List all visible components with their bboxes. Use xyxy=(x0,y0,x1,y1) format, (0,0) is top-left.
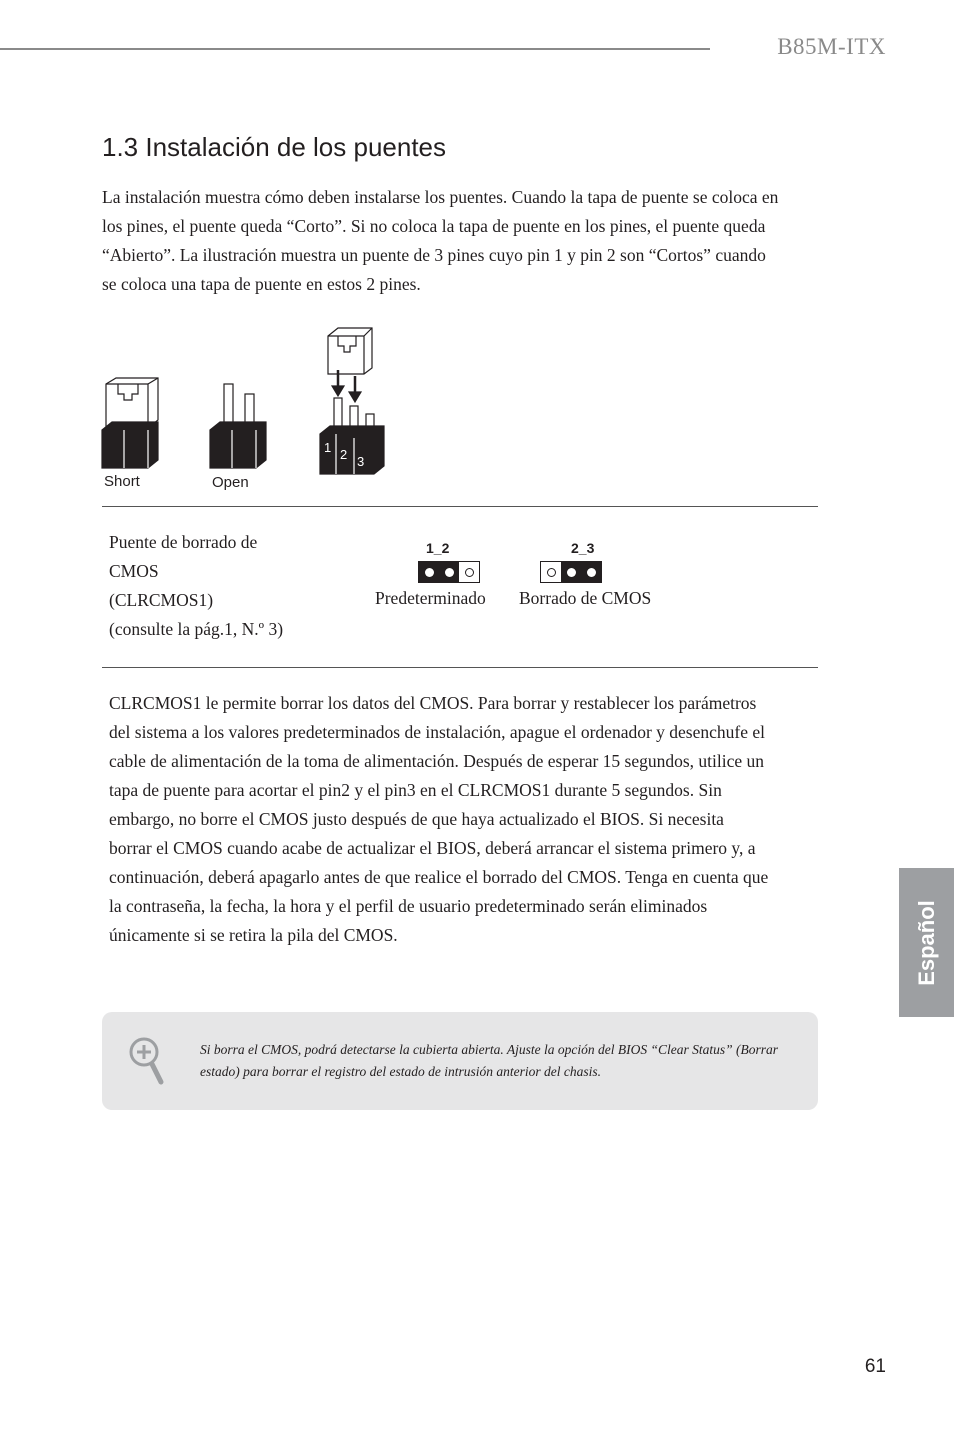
jumper-name-line: (CLRCMOS1) xyxy=(109,590,214,610)
jumper-illustration xyxy=(98,322,398,497)
page-number: 61 xyxy=(864,1356,886,1377)
pin-shorted xyxy=(439,562,459,582)
description-paragraph: CLRCMOS1 le permite borrar los datos del CMOS. Para borrar y restablecer los parámetros del sistema a los valores predeterminados de instalación, apague el ordenador y desenchufe el cable de alimentación de la toma de alimentación. Después de esperar 15 segundos, utilice un tapa de puente para acortar el pin2 y el pin3 en el CLRCMOS1 durante 5 segundos. Sin embargo, no borre el CMOS justo después de que haya actualizado el BIOS. Si necesita borrar el CMOS cuando acabe de actualizar el BIOS, deberá arrancar el sistema primero y, a continuación, deberá apagarlo antes de que realice el borrado del CMOS. Tenga en cuenta que la contraseña, la fecha, la hora y el perfil de usuario predeterminado serán eliminados únicamente si se retira la pila del CMOS. xyxy=(109,693,769,945)
jumper-name-line: (consulte la pág.1, N.º 3) xyxy=(109,619,284,639)
jumper-name-line: Puente de borrado de xyxy=(109,532,258,552)
pin-shorted xyxy=(419,562,439,582)
jumper-name xyxy=(109,528,283,644)
note-text: Si borra el CMOS, podrá detectarse la cubierta abierta. Ajuste la opción del BIOS “Clear Status” (Borrar estado) para borrar el registro del estado de intrusión anterior del chasis. xyxy=(200,1042,778,1079)
pin-diagram-2-3 xyxy=(540,561,602,583)
language-label: Español xyxy=(913,899,939,986)
language-tab xyxy=(899,868,954,1017)
setting-label-default: Predeterminado xyxy=(375,588,486,608)
pin-number-2: 2 xyxy=(340,447,348,462)
intro-paragraph: La instalación muestra cómo deben instalarse los puentes. Cuando la tapa de puente se coloca en los pines, el puente queda “Corto”. Si no coloca la tapa de puente en los pines, el puente queda “Abierto”. La ilustración muestra un puente de 3 pines cuyo pin 1 y pin 2 son “Cortos” cuando se coloca una tapa de puente en estos 2 pines. xyxy=(102,187,779,294)
pin-open xyxy=(459,562,479,582)
setting-pins-2-3: 2_3 xyxy=(571,540,595,556)
short-jumper xyxy=(102,378,158,468)
table-bottom-rule xyxy=(102,667,818,668)
open-jumper xyxy=(210,384,266,468)
pin-open xyxy=(541,562,561,582)
jumper-name-line: CMOS xyxy=(109,561,159,581)
setting-label-clear: Borrado de CMOS xyxy=(519,588,652,608)
pin-shorted xyxy=(581,562,601,582)
short-label: Short xyxy=(104,473,140,490)
pin-diagram-1-2 xyxy=(418,561,480,583)
magnifier-plus-icon xyxy=(126,1034,170,1094)
pin-number-3: 3 xyxy=(357,454,365,469)
section-title: 1.3 Instalación de los puentes xyxy=(102,132,447,162)
jumper-diagram xyxy=(98,322,398,497)
pin-shorted xyxy=(561,562,581,582)
header-rule xyxy=(0,48,710,50)
table-top-rule xyxy=(102,506,818,507)
model-name: B85M-ITX xyxy=(777,34,886,59)
open-label: Open xyxy=(212,474,249,491)
setting-pins-1-2: 1_2 xyxy=(426,540,450,556)
pin-number-1: 1 xyxy=(324,440,332,455)
